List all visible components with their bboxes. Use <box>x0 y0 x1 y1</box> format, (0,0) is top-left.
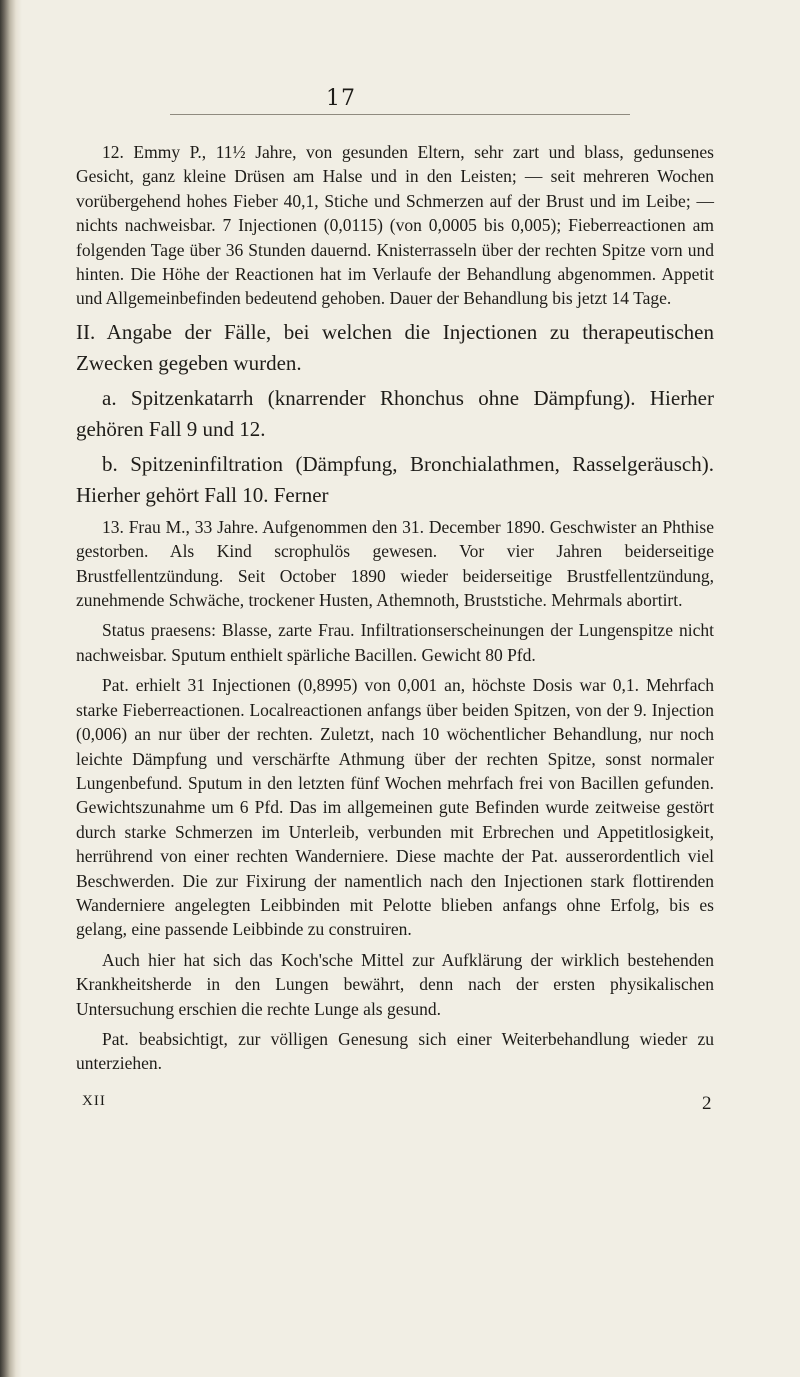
case-13-status: Status praesens: Blasse, zarte Frau. Infiltrationserscheinungen der Lungenspitze nicht nachweisbar. Sputum enthielt spärliche Bacillen. Gewicht 80 Pfd. <box>76 620 714 665</box>
page-body <box>76 140 714 1082</box>
case-13-history: 13. Frau M., 33 Jahre. Aufgenommen den 31. December 1890. Geschwister an Phthise gestorben. Als Kind scrophulös gewesen. Vor vier Jahren beiderseitige Brustfellentzündung. Seit October 1890 wieder beiderseitige Brustfellentzündung, zunehmende Schwäche, trockener Husten, Athemnoth, Bruststiche. Mehrmals abortirt. <box>76 516 714 611</box>
section-heading-ii: II. Angabe der Fälle, bei welchen die Injectionen zu therapeutischen Zwecken gegeben wurden. <box>76 319 714 375</box>
book-spine-shadow <box>0 0 22 1377</box>
case-12-paragraph: 12. Emmy P., 11½ Jahre, von gesunden Eltern, sehr zart und blass, gedunsenes Gesicht, ganz kleine Drüsen am Halse und in den Leisten; — seit mehreren Wochen vorübergehend hohes Fieber 40,1, Stiche und Schmerzen auf der Brust und im Leibe; — nichts nachweisbar. 7 Injectionen (0,0115) (von 0,0005 bis 0,005); Fieberreactionen am folgenden Tage über 36 Stunden dauernd. Knisterrasseln über der rechten Spitze vorn und hinten. Die Höhe der Reactionen hat im Verlaufe der Behandlung abgenommen. Appetit und Allgemeinbefinden bedeutend gehoben. Dauer der Behandlung bis jetzt 14 Tage. <box>76 142 714 309</box>
subsection-a: a. Spitzenkatarrh (knarrender Rhonchus ohne Dämpfung). Hierher gehören Fall 9 und 12. <box>76 385 714 441</box>
page-number: 17 <box>326 86 356 111</box>
subsection-b: b. Spitzeninfiltration (Dämpfung, Bronchialathmen, Rasselgeräusch). Hierher gehört Fall 10. Ferner <box>76 451 714 507</box>
case-13-outlook: Pat. beabsichtigt, zur völligen Genesung sich einer Weiterbehandlung wieder zu unterziehen. <box>76 1028 714 1074</box>
case-13-treatment: Pat. erhielt 31 Injectionen (0,8995) von 0,001 an, höchste Dosis war 0,1. Mehrfach starke Fieberreactionen. Localreactionen anfangs über beiden Spitzen, von der 9. Injection (0,006) an nur über der rechten. Zuletzt, nach 10 wöchentlicher Behandlung, nur noch leichte Dämpfung und verschärfte Athmung über der rechten Spitze, sonst normaler Lungenbefund. Sputum in den letzten fünf Wochen mehrfach frei von Bacillen gefunden. Gewichtszunahme um 6 Pfd. Das im allgemeinen gute Befinden wurde zeitweise gestört durch starke Schmerzen im Unterleib, verbunden mit Erbrechen und Appetitlosigkeit, herrührend von einer rechten Wanderniere. Diese machte der Pat. ausserordentlich viel Beschwerden. Die zur Fixirung der namentlich nach den Injectionen stark flottirenden Wanderniere angelegten Leibbinden mit Pelotte blieben anfangs ohne Erfolg, bis es gelang, eine passende Leibbinde zu construiren. <box>76 675 714 940</box>
sheet-number: 2 <box>702 1093 712 1114</box>
printer-signature: XII <box>82 1093 106 1109</box>
case-13-koch-remark: Auch hier hat sich das Koch'sche Mittel zur Aufklärung der wirklich bestehenden Krankheitsherde in den Lungen bewährt, denn nach der ersten physikalischen Untersuchung erschien die rechte Lunge als gesund. <box>76 949 714 1019</box>
header-rule <box>170 114 630 115</box>
